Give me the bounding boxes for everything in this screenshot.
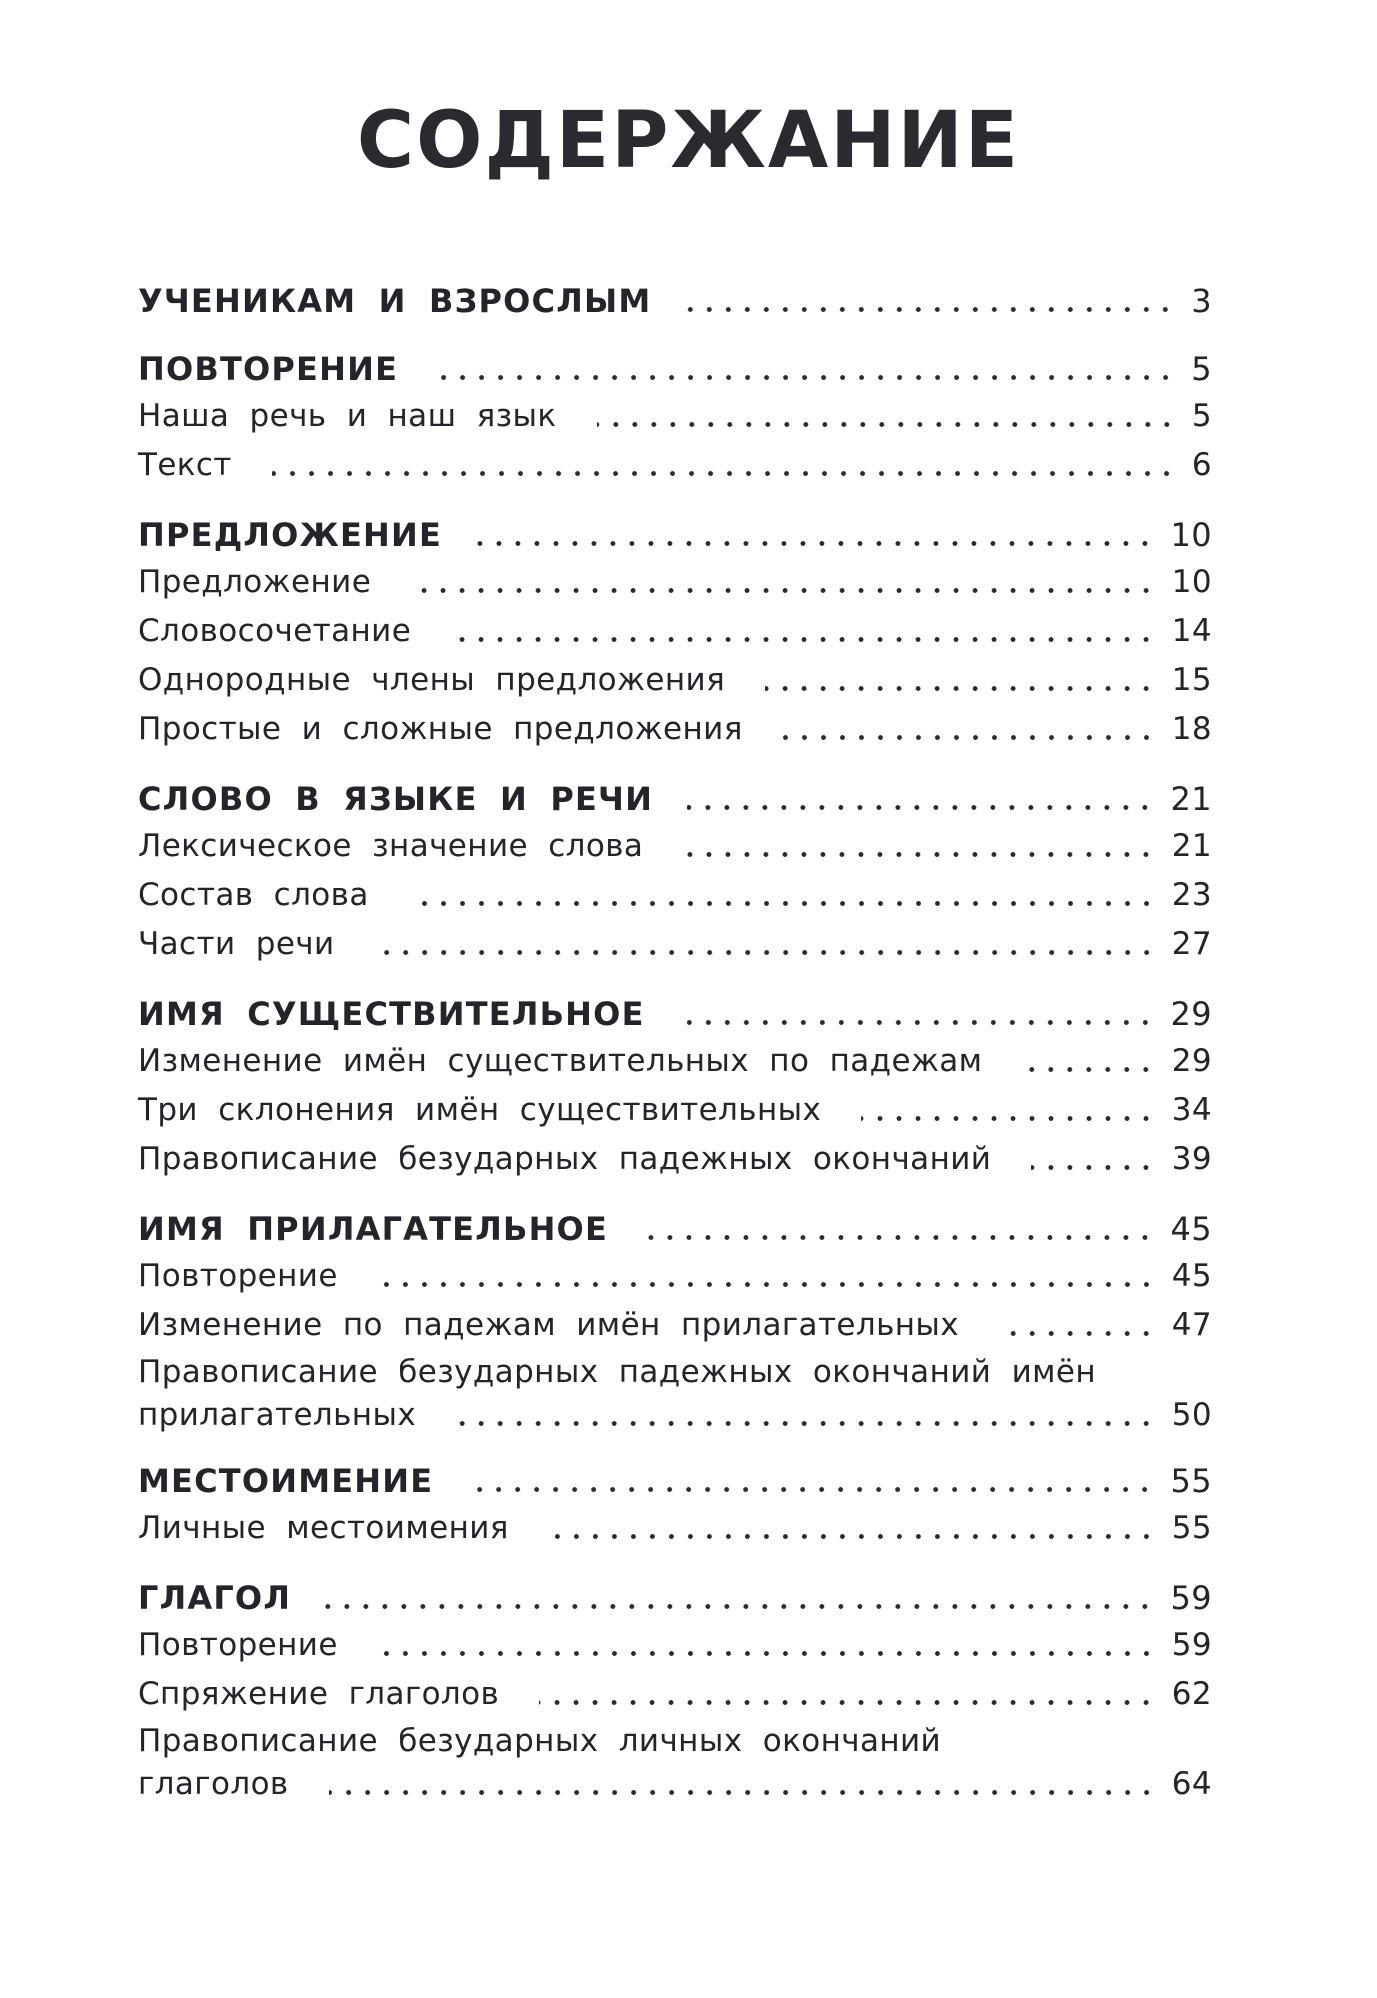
dot-leader bbox=[409, 901, 1156, 906]
dot-leader bbox=[375, 950, 1156, 955]
toc-entry[interactable] bbox=[138, 871, 1212, 920]
dot-leader bbox=[378, 1282, 1156, 1287]
dot-leader bbox=[539, 1700, 1156, 1705]
dot-leader bbox=[456, 1421, 1156, 1426]
toc-entry-label: Правописание безударных личных окончаний bbox=[138, 1723, 942, 1759]
dot-leader bbox=[783, 735, 1156, 740]
toc-entry[interactable] bbox=[138, 392, 1212, 441]
dot-leader bbox=[549, 1534, 1156, 1539]
dot-leader bbox=[685, 307, 1175, 312]
toc-entry-label: Текст bbox=[138, 447, 232, 483]
toc-page-number: 45 bbox=[1170, 1210, 1212, 1248]
page-title: СОДЕРЖАНИЕ bbox=[356, 96, 1021, 186]
toc-heading[interactable] bbox=[138, 991, 1212, 1037]
toc-entry-label: Изменение имён существительных по падежам bbox=[138, 1043, 983, 1079]
toc-page-number: 64 bbox=[1171, 1766, 1212, 1802]
toc-page-number: 59 bbox=[1171, 1627, 1212, 1663]
toc-entry[interactable] bbox=[138, 1670, 1212, 1719]
toc-page-number: 50 bbox=[1171, 1397, 1212, 1433]
toc-heading[interactable] bbox=[138, 1206, 1212, 1252]
dot-leader bbox=[679, 1020, 1155, 1025]
dot-leader bbox=[861, 1116, 1156, 1121]
toc-section bbox=[138, 512, 1212, 754]
toc-section bbox=[138, 991, 1212, 1184]
toc-section bbox=[138, 1206, 1212, 1436]
toc-entry[interactable] bbox=[138, 1301, 1212, 1350]
toc-entry-label: прилагательных bbox=[138, 1397, 417, 1433]
dot-leader bbox=[432, 375, 1175, 380]
toc-entry[interactable] bbox=[138, 607, 1212, 656]
toc-page-number: 39 bbox=[1171, 1141, 1212, 1177]
dot-leader bbox=[999, 1331, 1156, 1336]
dot-leader bbox=[329, 1790, 1156, 1795]
toc-page-number: 10 bbox=[1171, 564, 1212, 600]
dot-leader bbox=[325, 1604, 1154, 1609]
toc-page-number: 14 bbox=[1171, 613, 1212, 649]
dot-leader bbox=[683, 852, 1155, 857]
toc-heading-label: ПРЕДЛОЖЕНИЕ bbox=[138, 516, 443, 554]
toc-page-number: 29 bbox=[1171, 1043, 1212, 1079]
toc-heading-label: МЕСТОИМЕНИЕ bbox=[138, 1462, 434, 1500]
dot-leader bbox=[765, 686, 1156, 691]
toc-section bbox=[138, 1458, 1212, 1553]
toc-entry[interactable] bbox=[138, 558, 1212, 607]
table-of-contents bbox=[138, 278, 1212, 1827]
toc-heading[interactable] bbox=[138, 346, 1212, 392]
toc-entry-label: глаголов bbox=[138, 1766, 289, 1802]
toc-page-number: 3 bbox=[1191, 282, 1212, 320]
toc-entry-label: Повторение bbox=[138, 1258, 338, 1294]
toc-entry-first-line[interactable] bbox=[138, 1719, 1212, 1763]
toc-page-number: 5 bbox=[1191, 350, 1212, 388]
toc-entry-label: Словосочетание bbox=[138, 613, 412, 649]
toc-entry-label: Однородные члены предложения bbox=[138, 662, 726, 698]
toc-heading-label: ПОВТОРЕНИЕ bbox=[138, 350, 399, 388]
dot-leader bbox=[1022, 1067, 1155, 1072]
dot-leader bbox=[451, 637, 1156, 642]
toc-entry[interactable] bbox=[138, 1763, 1212, 1805]
toc-entry[interactable] bbox=[138, 441, 1212, 490]
toc-entry[interactable] bbox=[138, 1037, 1212, 1086]
toc-entry-label: Лексическое значение слова bbox=[138, 828, 644, 864]
toc-page-number: 23 bbox=[1171, 877, 1212, 913]
toc-section bbox=[138, 346, 1212, 490]
toc-entry-label: Наша речь и наш язык bbox=[138, 398, 557, 434]
toc-page-number: 15 bbox=[1171, 662, 1212, 698]
toc-entry-first-line[interactable] bbox=[138, 1350, 1212, 1394]
dot-leader bbox=[597, 422, 1176, 427]
toc-page-number: 55 bbox=[1170, 1462, 1212, 1500]
dot-leader bbox=[687, 805, 1154, 810]
toc-entry-label: Части речи bbox=[138, 926, 335, 962]
toc-heading-label: СЛОВО В ЯЗЫКЕ И РЕЧИ bbox=[138, 780, 654, 818]
toc-page-number: 29 bbox=[1170, 995, 1212, 1033]
toc-page-number: 34 bbox=[1171, 1092, 1212, 1128]
toc-heading[interactable] bbox=[138, 1458, 1212, 1504]
toc-page-number: 10 bbox=[1170, 516, 1212, 554]
toc-page-number: 45 bbox=[1171, 1258, 1212, 1294]
dot-leader bbox=[467, 1487, 1154, 1492]
toc-entry[interactable] bbox=[138, 1621, 1212, 1670]
toc-heading-label: УЧЕНИКАМ И ВЗРОСЛЫМ bbox=[138, 282, 652, 320]
toc-entry-label: Состав слова bbox=[138, 877, 369, 913]
dot-leader bbox=[378, 1651, 1156, 1656]
toc-entry[interactable] bbox=[138, 705, 1212, 754]
toc-heading-label: ГЛАГОЛ bbox=[138, 1579, 292, 1617]
toc-entry[interactable] bbox=[138, 822, 1212, 871]
toc-section bbox=[138, 278, 1212, 324]
toc-page-number: 6 bbox=[1191, 447, 1212, 483]
toc-section bbox=[138, 1575, 1212, 1805]
toc-entry-label: Три склонения имён существительных bbox=[138, 1092, 822, 1128]
toc-entry[interactable] bbox=[138, 1135, 1212, 1184]
toc-entry-label: Повторение bbox=[138, 1627, 338, 1663]
toc-section bbox=[138, 776, 1212, 969]
dot-leader bbox=[272, 471, 1176, 476]
toc-entry-label: Простые и сложные предложения bbox=[138, 711, 743, 747]
toc-page-number: 21 bbox=[1170, 780, 1212, 818]
toc-page-number: 55 bbox=[1171, 1510, 1212, 1546]
toc-page-number: 47 bbox=[1171, 1307, 1212, 1343]
toc-page-number: 18 bbox=[1171, 711, 1212, 747]
toc-page-number: 62 bbox=[1171, 1676, 1212, 1712]
toc-page-number: 21 bbox=[1171, 828, 1212, 864]
toc-entry-label: Предложение bbox=[138, 564, 372, 600]
toc-page-number: 59 bbox=[1170, 1579, 1212, 1617]
toc-entry-label: Правописание безударных падежных окончаний bbox=[138, 1141, 992, 1177]
toc-entry[interactable] bbox=[138, 1086, 1212, 1135]
toc-entry[interactable] bbox=[138, 920, 1212, 969]
toc-entry[interactable] bbox=[138, 656, 1212, 705]
toc-heading[interactable] bbox=[138, 512, 1212, 558]
toc-page-number: 27 bbox=[1171, 926, 1212, 962]
toc-entry[interactable] bbox=[138, 1252, 1212, 1301]
toc-entry[interactable] bbox=[138, 1394, 1212, 1436]
toc-heading[interactable] bbox=[138, 278, 1212, 324]
dot-leader bbox=[1031, 1165, 1155, 1170]
dot-leader bbox=[411, 588, 1156, 593]
toc-heading-label: ИМЯ СУЩЕСТВИТЕЛЬНОЕ bbox=[138, 995, 645, 1033]
toc-heading[interactable] bbox=[138, 776, 1212, 822]
toc-heading-label: ИМЯ ПРИЛАГАТЕЛЬНОЕ bbox=[138, 1210, 609, 1248]
dot-leader bbox=[476, 541, 1154, 546]
dot-leader bbox=[642, 1235, 1154, 1240]
toc-entry-label: Личные местоимения bbox=[138, 1510, 509, 1546]
toc-entry-label: Изменение по падежам имён прилагательных bbox=[138, 1307, 960, 1343]
toc-page-number: 5 bbox=[1191, 398, 1212, 434]
toc-entry-label: Правописание безударных падежных окончаний имён bbox=[138, 1354, 1097, 1390]
toc-entry[interactable] bbox=[138, 1504, 1212, 1553]
toc-entry-label: Спряжение глаголов bbox=[138, 1676, 500, 1712]
toc-heading[interactable] bbox=[138, 1575, 1212, 1621]
